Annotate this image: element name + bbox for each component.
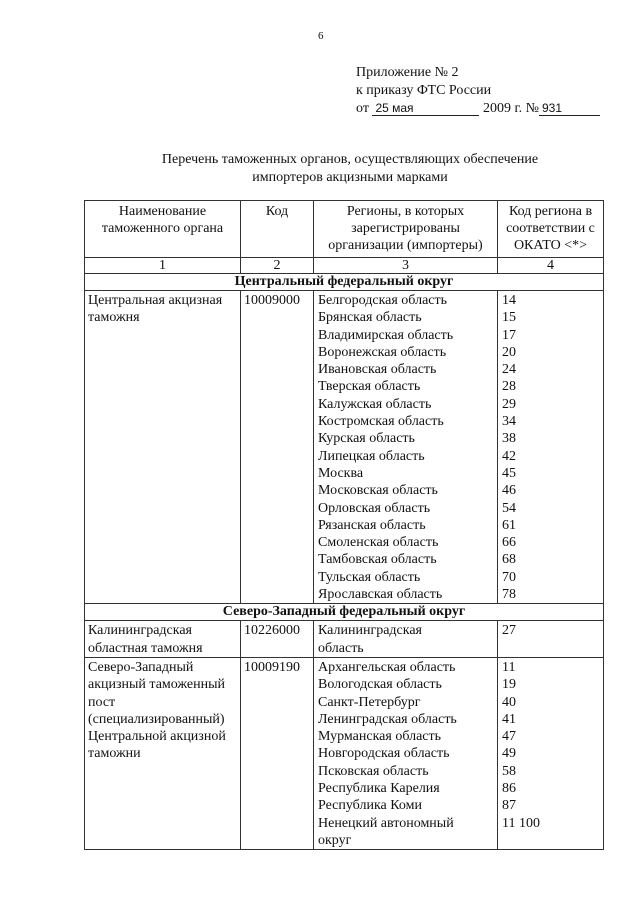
column-number: 4 [498, 258, 604, 274]
list-item: Вологодская область [318, 677, 442, 693]
list-item: Владимирская область [318, 327, 454, 343]
customs-organs-table [84, 200, 604, 850]
organ-code: 10009190 [241, 657, 314, 849]
region-item: Калининградская область [318, 623, 422, 656]
regions-list [314, 657, 498, 849]
header-organ-name: Наименование таможенного органа [85, 201, 241, 258]
header-code: Код [241, 201, 314, 258]
appendix-line-2: к приказу ФТС России [356, 83, 492, 98]
list-item: Тверская область [318, 379, 421, 395]
list-item: Новгородская область [318, 746, 450, 762]
list-item: Воронежская область [318, 344, 447, 360]
table-row [85, 621, 604, 658]
list-item: 87 [502, 798, 516, 814]
list-item: Республика Коми [318, 798, 422, 814]
section-northwest: Северо-Западный федеральный округ [85, 604, 604, 621]
list-item: 45 [502, 465, 516, 481]
appendix-header [356, 64, 600, 118]
list-item: 19 [502, 677, 516, 693]
list-item: 14 [502, 293, 516, 308]
table-header-row [85, 201, 604, 258]
list-item: Тульская область [318, 569, 421, 585]
section-row [85, 604, 604, 621]
organ-code: 10009000 [241, 291, 314, 604]
list-item: Ярославская область [318, 587, 443, 603]
list-item: Москва [318, 465, 364, 481]
list-item: 86 [502, 781, 516, 797]
list-item: Мурманская область [318, 729, 442, 745]
list-item: 29 [502, 396, 516, 412]
list-item: Ивановская область [318, 362, 437, 378]
list-item: Архангельская область [318, 659, 456, 675]
list-item: 41 [502, 711, 516, 727]
list-item: 40 [502, 694, 516, 710]
header-okato: Код региона в соответствии с ОКАТО <*> [498, 201, 604, 258]
list-item: 49 [502, 746, 516, 762]
column-number: 1 [85, 258, 241, 274]
list-item: Тамбовская область [318, 552, 437, 568]
column-number: 3 [314, 258, 498, 274]
list-item: 61 [502, 517, 516, 533]
section-row [85, 274, 604, 291]
list-item: Брянская область [318, 310, 422, 326]
organ-name: Центральная акцизная таможня [85, 291, 241, 604]
list-item: Псковская область [318, 763, 429, 779]
header-regions: Регионы, в которых зарегистрированы организации (импортеры) [314, 201, 498, 258]
organ-name: Калининградская областная таможня [85, 621, 241, 658]
list-item: 28 [502, 379, 516, 395]
list-item: 15 [502, 310, 516, 326]
list-item: 54 [502, 500, 516, 516]
list-item: 24 [502, 362, 516, 378]
list-item: Липецкая область [318, 448, 425, 464]
organ-code: 10226000 [241, 621, 314, 658]
organ-name: Северо-Западный акцизный таможенный пост (специализированный) Центральной акцизной таможни [85, 657, 241, 849]
list-item: Ненецкий автономный округ [318, 815, 454, 848]
page-number: 6 [318, 30, 324, 42]
appendix-line-1: Приложение № 2 [356, 65, 459, 80]
list-item: Рязанская область [318, 517, 426, 533]
list-item: 11 [502, 659, 516, 675]
list-item: Костромская область [318, 414, 444, 430]
column-number: 2 [241, 258, 314, 274]
year-text: 2009 г. № [482, 101, 539, 116]
okato-list [498, 657, 604, 849]
regions-list [314, 291, 498, 604]
list-item: 46 [502, 483, 516, 499]
list-item: 27 [502, 623, 516, 639]
order-number: 931 [539, 101, 600, 116]
list-item: 78 [502, 587, 516, 603]
list-item: Белгородская область [318, 293, 448, 308]
title-line-1: Перечень таможенных органов, осуществляющих обеспечение [161, 152, 539, 167]
list-item: 70 [502, 569, 516, 585]
list-item: 11 100 [502, 815, 540, 831]
list-item: Московская область [318, 483, 438, 499]
okato-list [498, 621, 604, 658]
table-row [85, 657, 604, 849]
document-title [100, 151, 600, 187]
list-item: 42 [502, 448, 516, 464]
table-row [85, 291, 604, 604]
list-item: 20 [502, 344, 516, 360]
list-item: Орловская область [318, 500, 431, 516]
date-prefix: от [356, 101, 369, 116]
okato-list [498, 291, 604, 604]
list-item: 66 [502, 535, 516, 551]
title-line-2: импортеров акцизными марками [252, 170, 448, 185]
list-item: Смоленская область [318, 535, 439, 551]
list-item: 34 [502, 414, 516, 430]
list-item: Санкт-Петербург [318, 694, 421, 710]
section-central: Центральный федеральный округ [85, 274, 604, 291]
list-item: Республика Карелия [318, 781, 440, 797]
order-date: 25 мая [372, 101, 479, 116]
list-item: 68 [502, 552, 516, 568]
list-item: 17 [502, 327, 516, 343]
list-item: Курская область [318, 431, 415, 447]
list-item: Ленинградская область [318, 711, 457, 727]
list-item: 38 [502, 431, 516, 447]
column-number-row [85, 258, 604, 274]
appendix-date-line [356, 100, 600, 118]
list-item: 47 [502, 729, 516, 745]
regions-list [314, 621, 498, 658]
list-item: Калужская область [318, 396, 432, 412]
list-item: 58 [502, 763, 516, 779]
